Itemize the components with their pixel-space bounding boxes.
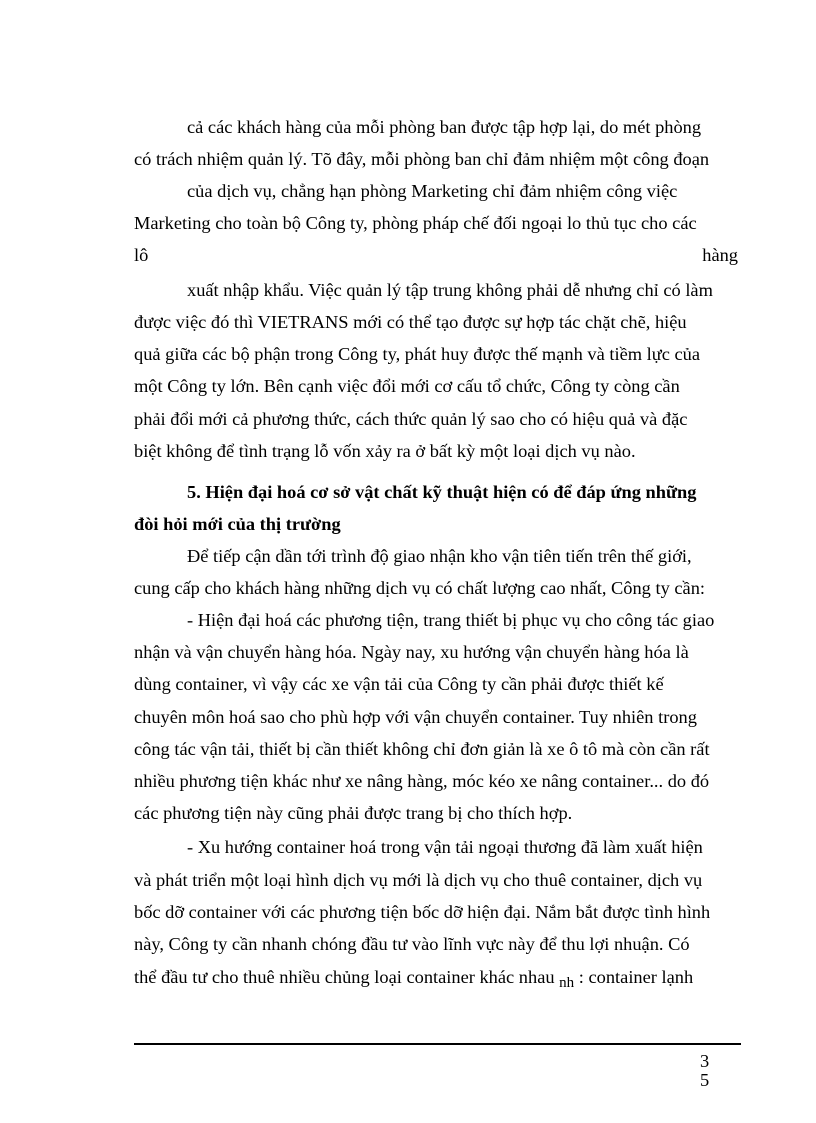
paragraph-1-line-4: Marketing cho toàn bộ Công ty, phòng pháp chế đối ngoại lo thủ tục cho các	[134, 213, 697, 233]
paragraph-3-line-7: các phương tiện này cũng phải được trang bị cho thích hợp.	[134, 803, 573, 823]
paragraph-4-line-1: - Xu hướng container hoá trong vận tải ngoại thương đã làm xuất hiện	[187, 837, 703, 857]
paragraph-1-line-11: biệt không để tình trạng lỗ vốn xảy ra ở bất kỳ một loại dịch vụ nào.	[134, 441, 636, 461]
paragraph-1-line-5	[134, 246, 738, 264]
paragraph-3-line-1: - Hiện đại hoá các phương tiện, trang thiết bị phục vụ cho công tác giao	[187, 610, 715, 630]
paragraph-1-line-5-right: hàng	[702, 245, 738, 265]
paragraph-4-line-5-sub: nh	[559, 975, 575, 991]
paragraph-3-line-2: nhận và vận chuyển hàng hóa. Ngày nay, xu hướng vận chuyển hàng hóa là	[134, 642, 689, 662]
paragraph-1-line-8: quả giữa các bộ phận trong Công ty, phát huy được thế mạnh và tiềm lực của	[134, 344, 700, 364]
footer-rule	[134, 1043, 741, 1045]
paragraph-3-line-5: công tác vận tải, thiết bị cần thiết không chỉ đơn giản là xe ô tô mà còn cần rất	[134, 739, 710, 759]
paragraph-4-line-2: và phát triển một loại hình dịch vụ mới là dịch vụ cho thuê container, dịch vụ	[134, 870, 703, 890]
paragraph-3-line-3: dùng container, vì vậy các xe vận tải của Công ty cần phải được thiết kế	[134, 674, 664, 694]
paragraph-4-line-5	[134, 967, 694, 991]
paragraph-2-line-1: Để tiếp cận dần tới trình độ giao nhận kho vận tiên tiến trên thế giới,	[187, 546, 692, 566]
paragraph-1-line-2: có trách nhiệm quản lý. Tõ đây, mỗi phòng ban chỉ đảm nhiệm một công đoạn	[134, 149, 710, 169]
paragraph-3-line-4: chuyên môn hoá sao cho phù hợp với vận chuyển container. Tuy nhiên trong	[134, 707, 697, 727]
paragraph-4-line-5-end: : container lạnh	[578, 967, 694, 987]
paragraph-4-line-4: này, Công ty cần nhanh chóng đầu tư vào lĩnh vực này để thu lợi nhuận. Có	[134, 934, 690, 954]
page-number-line-2: 5	[700, 1070, 710, 1090]
paragraph-4-line-3: bốc dỡ container với các phương tiện bốc dỡ hiện đại. Nắm bắt được tình hình	[134, 902, 711, 922]
paragraph-1-line-5-left: lô	[134, 245, 149, 265]
paragraph-1-line-6: xuất nhập khẩu. Việc quản lý tập trung không phải dễ nhưng chỉ có làm	[187, 280, 713, 300]
paragraph-1-line-1: cả các khách hàng của mỗi phòng ban được tập hợp lại, do mét phòng	[187, 117, 702, 137]
paragraph-1-line-7: được việc đó thì VIETRANS mới có thể tạo được sự hợp tác chặt chẽ, hiệu	[134, 312, 687, 332]
paragraph-1-line-10: phải đổi mới cả phương thức, cách thức quản lý sao cho có hiệu quả và đặc	[134, 409, 688, 429]
paragraph-3-line-6: nhiều phương tiện khác như xe nâng hàng, móc kéo xe nâng container... do đó	[134, 771, 710, 791]
section-heading-line-2: đòi hỏi mới của thị trường	[134, 514, 341, 534]
paragraph-1-line-9: một Công ty lớn. Bên cạnh việc đổi mới cơ cấu tổ chức, Công ty còng cần	[134, 376, 680, 396]
paragraph-4-line-5-main: thể đầu tư cho thuê nhiều chủng loại container khác nhau	[134, 967, 555, 987]
paragraph-2-line-2: cung cấp cho khách hàng những dịch vụ có chất lượng cao nhất, Công ty cần:	[134, 578, 705, 598]
paragraph-1-line-3: của dịch vụ, chẳng hạn phòng Marketing chỉ đảm nhiệm công việc	[187, 181, 678, 201]
section-heading-line-1: 5. Hiện đại hoá cơ sở vật chất kỹ thuật hiện có để đáp ứng những	[187, 482, 697, 502]
page-number-line-1: 3	[700, 1051, 710, 1071]
